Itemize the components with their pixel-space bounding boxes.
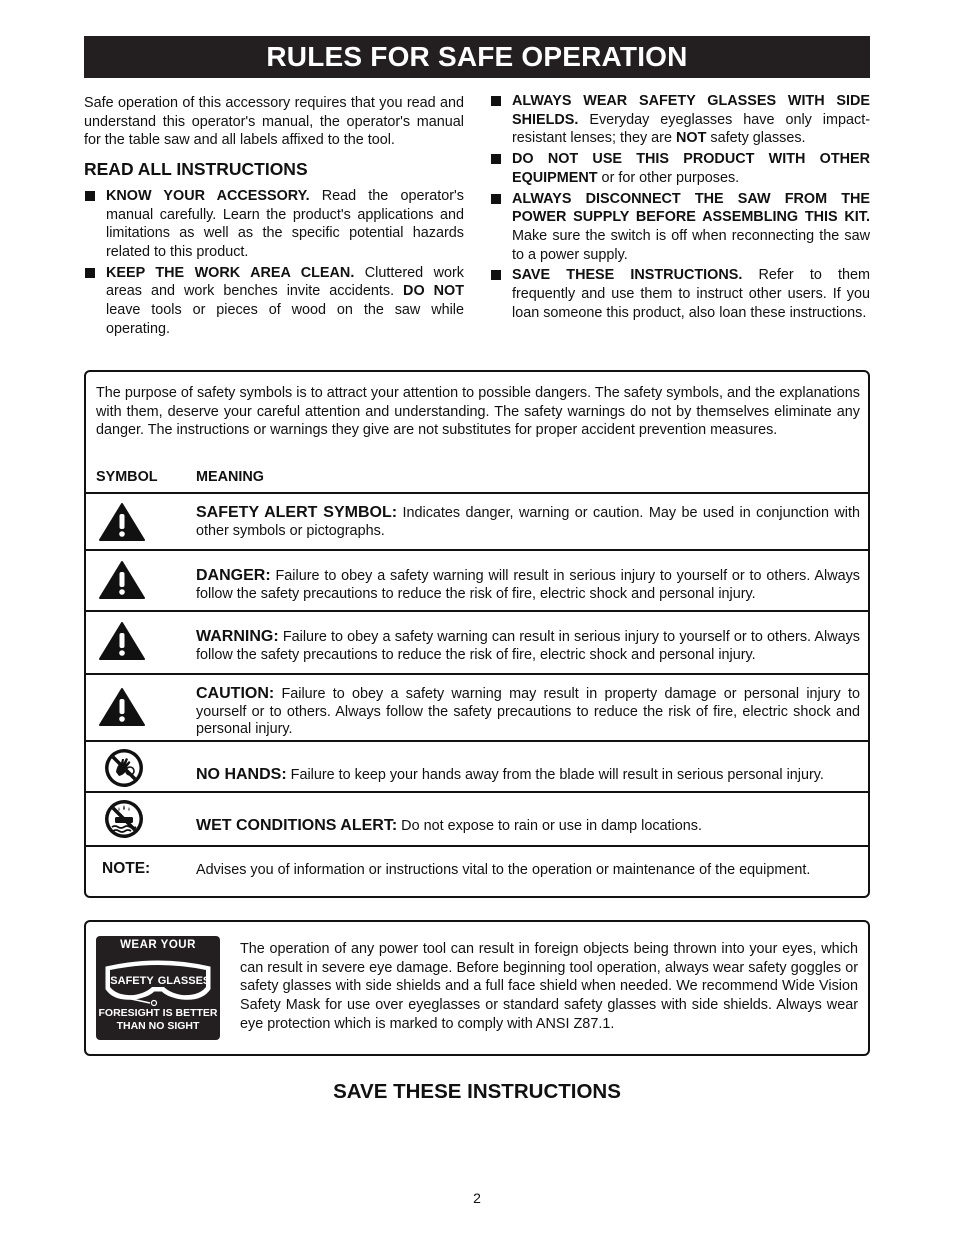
badge-safety-text: SAFETY	[110, 975, 154, 987]
bullet-text: Refer to them frequently and use them to instruct other users. If you loan someone this product, also loan these instructions.	[512, 267, 870, 321]
alert-triangle-icon	[98, 560, 146, 600]
square-bullet-icon	[85, 191, 95, 201]
badge-bottom-text	[96, 1007, 220, 1033]
badge-bottom-line: THAN NO SIGHT	[116, 1020, 200, 1032]
symbol-row-safety-alert	[86, 492, 868, 550]
symbol-description: Failure to obey a safety warning may result in property damage or personal injury to yourself or to others. Always follow the safety precautions to reduce the risk of fire, electric shock and personal injury.	[196, 686, 860, 737]
square-bullet-icon	[491, 270, 501, 280]
bullet-bold: ALWAYS WEAR SAFETY GLASSES WITH SIDE SHIELDS.	[512, 93, 870, 128]
wear-safety-glasses-badge	[96, 936, 220, 1040]
safety-goggles-icon	[102, 953, 214, 1007]
eye-protection-paragraph: The operation of any power tool can result in foreign objects being thrown into your eyes, which can result in severe eye damage. Before beginning tool operation, always wear safety goggles or safety glasses with side shields and a full face shield when needed. We recommend Wide Vision Safety Mask for use over eyeglasses or standard safety glasses with side shields. Always wear eye protection which is marked to comply with ANSI Z87.1.	[240, 941, 858, 1032]
square-bullet-icon	[85, 268, 95, 278]
symbol-meaning	[196, 766, 860, 785]
symbol-row-danger	[86, 549, 868, 611]
square-bullet-icon	[491, 194, 501, 204]
bullet-bold: SAVE THESE INSTRUCTIONS.	[512, 267, 743, 284]
intro-paragraph: Safe operation of this accessory requires that you read and understand this operator's manual, the operator's manual for the table saw and all labels affixed to the tool.	[84, 95, 464, 149]
symbol-meaning	[196, 817, 860, 836]
bullet-text: safety glasses.	[706, 130, 806, 147]
list-item	[84, 264, 464, 339]
bullet-text: leave tools or pieces of wood on the saw while operating.	[106, 302, 464, 337]
symbol-row-no-hands	[86, 740, 868, 792]
right-column	[490, 92, 870, 324]
alert-triangle-icon	[98, 621, 146, 661]
note-text: Advises you of information or instructions vital to the operation or maintenance of the equipment.	[196, 862, 811, 878]
symbol-meaning	[196, 628, 860, 664]
wet-conditions-icon	[102, 797, 146, 841]
symbol-row-wet-conditions	[86, 791, 868, 847]
read-all-heading: READ ALL INSTRUCTIONS	[84, 159, 308, 180]
list-item	[490, 266, 870, 322]
safety-glasses-box	[84, 920, 870, 1056]
alert-triangle-icon	[98, 687, 146, 727]
symbol-label: DANGER:	[196, 567, 271, 584]
symbol-label: WARNING:	[196, 628, 279, 645]
symbol-label: CAUTION:	[196, 685, 275, 702]
symbol-description: Failure to obey a safety warning will result in serious injury to yourself or to others. Always follow the safety precautions to reduce the risk of fire, electric shock and personal injury.	[196, 568, 860, 602]
left-column	[84, 94, 464, 340]
save-instructions-heading: SAVE THESE INSTRUCTIONS	[333, 1080, 621, 1103]
list-item	[490, 92, 870, 148]
bullet-bold: DO NOT	[403, 283, 464, 300]
symbol-meaning	[196, 504, 860, 540]
bullet-bold: KNOW YOUR ACCESSORY.	[106, 187, 310, 204]
list-item	[84, 187, 464, 262]
bullet-text: or for other purposes.	[597, 169, 740, 186]
bullet-bold: NOT	[675, 130, 707, 147]
symbol-description: Failure to keep your hands away from the blade will result in serious personal injury.	[286, 767, 824, 783]
list-item	[490, 190, 870, 265]
meaning-column-header: MEANING	[196, 469, 264, 485]
bullet-text: Make sure the switch is off when reconnecting the saw to a power supply.	[512, 227, 870, 263]
symbol-row-caution	[86, 673, 868, 741]
bullet-bold: KEEP THE WORK AREA CLEAN.	[106, 264, 355, 281]
bullet-text: Everyday eyeglasses have only impact-resistant lenses; they are	[512, 111, 870, 147]
symbol-description: Failure to obey a safety warning can result in serious injury to yourself or to others. Always follow the safety precautions to reduce the risk of fire, electric shock and personal injury.	[196, 629, 860, 663]
alert-triangle-icon	[98, 502, 146, 542]
symbol-row-warning	[86, 610, 868, 674]
bullet-bold: DO NOT USE THIS PRODUCT WITH OTHER EQUIPMENT	[512, 151, 870, 186]
symbol-label: NO HANDS:	[196, 766, 287, 783]
symbol-meaning	[196, 685, 860, 739]
symbol-meaning	[196, 567, 860, 603]
symbol-label: SAFETY ALERT SYMBOL:	[196, 504, 398, 521]
bullet-text: Cluttered work areas and work benches invite accidents.	[106, 264, 464, 300]
list-item	[490, 150, 870, 187]
symbol-label: WET CONDITIONS ALERT:	[196, 817, 398, 834]
symbol-description: Do not expose to rain or use in damp locations.	[397, 818, 702, 834]
bullet-text: Read the operator's manual carefully. Learn the product's applications and limitations as well as the specific potential hazards related to this product.	[106, 187, 464, 260]
page-number: 2	[473, 1190, 481, 1206]
symbol-description: Indicates danger, warning or caution. May be used in conjunction with other symbols or pictographs.	[196, 505, 860, 539]
badge-glasses-text: GLASSES	[157, 975, 211, 987]
bullet-bold: ALWAYS DISCONNECT THE SAW FROM THE POWER SUPPLY BEFORE ASSEMBLING THIS KIT.	[512, 190, 870, 226]
no-hands-icon	[102, 746, 146, 790]
page-title: RULES FOR SAFE OPERATION	[84, 36, 870, 78]
note-label: NOTE:	[102, 860, 151, 877]
badge-bottom-line: FORESIGHT IS BETTER	[98, 1007, 218, 1019]
square-bullet-icon	[491, 154, 501, 164]
symbols-intro: The purpose of safety symbols is to attract your attention to possible dangers. The safety symbols, and the explanations with them, deserve your careful attention and understanding. The safety warnings do not by themselves eliminate any danger. The instructions or warnings they give are not substitutes for proper accident prevention measures.	[96, 385, 860, 438]
symbol-column-header: SYMBOL	[96, 469, 158, 485]
square-bullet-icon	[491, 96, 501, 106]
badge-top-text: WEAR YOUR	[120, 939, 196, 951]
safety-symbols-box	[84, 370, 870, 898]
